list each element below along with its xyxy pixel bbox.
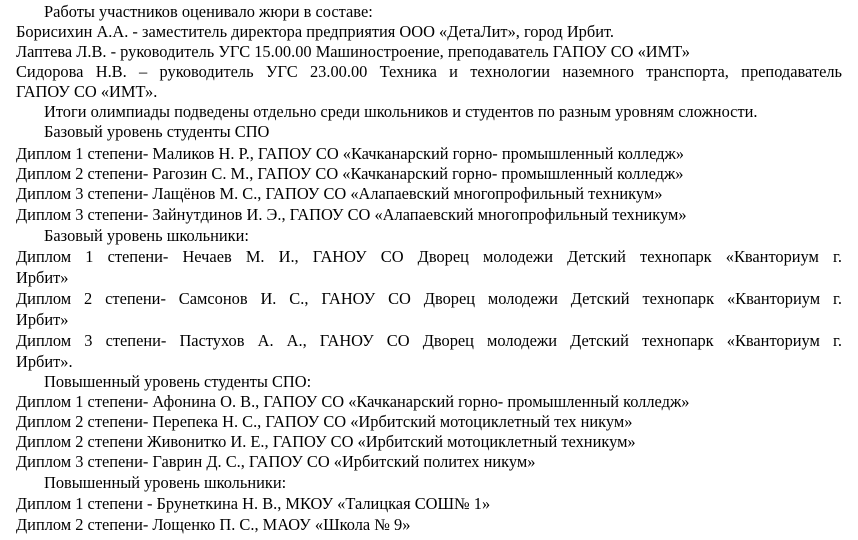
section-heading: Повышенный уровень школьники:	[44, 473, 287, 492]
jury-member-borisikhin: Борисихин А.А. - заместитель директора предприятия ООО «ДетаЛит», город Ирбит.	[16, 22, 615, 41]
diploma-line: Диплом 3 степени- Зайнутдинов И. Э., ГАПОУ СО «Алапаевский многопрофильный техникум»	[16, 205, 687, 224]
diploma-line-cont: Ирбит».	[16, 352, 73, 371]
section-heading: Повышенный уровень студенты СПО:	[44, 372, 312, 391]
diploma-line: Диплом 1 степени- Афонина О. В., ГАПОУ СО «Качканарский горно- промышленный колледж»	[16, 392, 690, 411]
jury-intro-line: Работы участников оценивало жюри в составе:	[44, 2, 373, 21]
diploma-line: Диплом 1 степени- Маликов Н. Р., ГАПОУ СО «Качканарский горно- промышленный колледж»	[16, 144, 684, 163]
diploma-line: Диплом 3 степени- Пастухов А. А., ГАНОУ СО Дворец молодежи Детский технопарк «Кванториум г.	[16, 331, 842, 350]
jury-member-sidorova-cont: ГАПОУ СО «ИМТ».	[16, 82, 158, 101]
diploma-line: Диплом 3 степени- Гаврин Д. С., ГАПОУ СО «Ирбитский политех никум»	[16, 452, 536, 471]
diploma-line: Диплом 3 степени- Лащёнов М. С., ГАПОУ СО «Алапаевский многопрофильный техникум»	[16, 184, 663, 203]
diploma-line: Диплом 2 степени- Лощенко П. С., МАОУ «Школа № 9»	[16, 515, 411, 534]
section-heading: Базовый уровень студенты СПО	[44, 122, 270, 141]
diploma-line: Диплом 2 степени Живонитко И. Е., ГАПОУ СО «Ирбитский мотоциклетный техникум»	[16, 432, 636, 451]
diploma-line-cont: Ирбит»	[16, 310, 69, 329]
diploma-line-cont: Ирбит»	[16, 268, 69, 287]
diploma-line: Диплом 1 степени- Нечаев М. И., ГАНОУ СО Дворец молодежи Детский технопарк «Кванториум г.	[16, 247, 842, 266]
diploma-line: Диплом 1 степени - Брунеткина Н. В., МКОУ «Талицкая СОШ№ 1»	[16, 494, 491, 513]
jury-member-sidorova: Сидорова Н.В. – руководитель УГС 23.00.00 Техника и технологии наземного транспорта, преподаватель	[16, 62, 842, 81]
section-heading: Базовый уровень школьники:	[44, 226, 249, 245]
diploma-line: Диплом 2 степени- Перепека Н. С., ГАПОУ СО «Ирбитский мотоциклетный тех никум»	[16, 412, 633, 431]
diploma-line: Диплом 2 степени- Самсонов И. С., ГАНОУ СО Дворец молодежи Детский технопарк «Кванториум г.	[16, 289, 842, 308]
diploma-line: Диплом 2 степени- Рагозин С. М., ГАПОУ СО «Качканарский горно- промышленный колледж»	[16, 164, 684, 183]
results-intro-line: Итоги олимпиады подведены отдельно среди школьников и студентов по разным уровням сложности.	[44, 102, 758, 121]
jury-member-lapteva: Лаптева Л.В. - руководитель УГС 15.00.00 Машиностроение, преподаватель ГАПОУ СО «ИМТ»	[16, 42, 690, 61]
